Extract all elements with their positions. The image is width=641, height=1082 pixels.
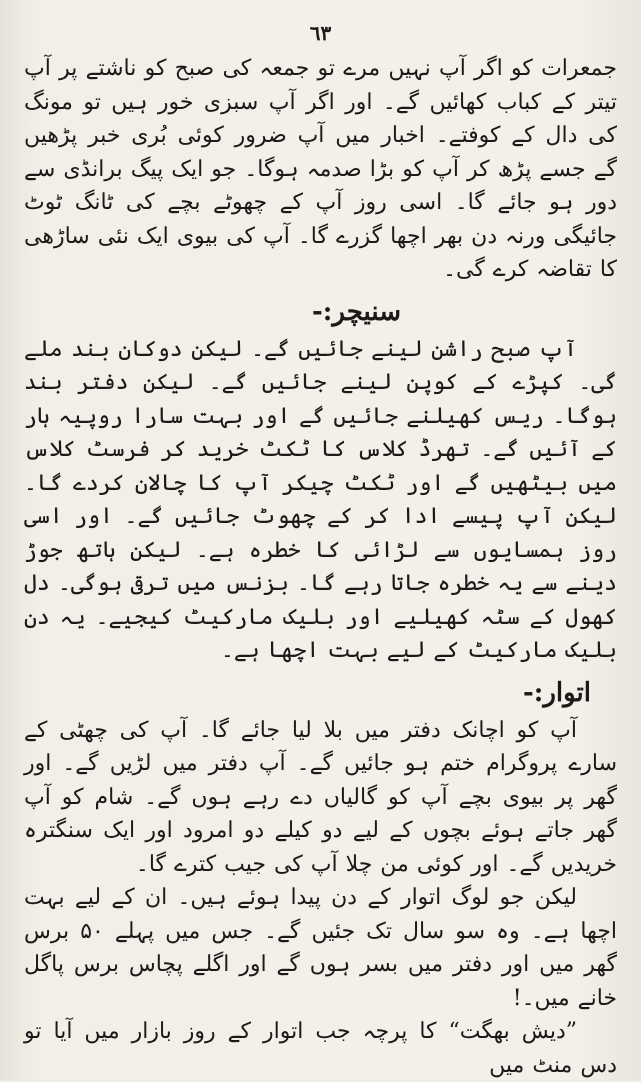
paragraph-thursday-friday: جمعرات کو اگر آپ نہیں مرے تو جمعہ کی صبح کو ناشتے پر آپ تیتر کے کباب کھائیں گے۔ اور اگر آپ سبزی خور ہیں تو مونگ کی دال کے کوفتے۔ اخبار میں آپ ضرور کوئی بُری خبر پڑھیں گے جسے پڑھ کر آپ کو بڑا صدمہ ہوگا۔ جو ایک پیگ برانڈی سے دور ہو جائے گا۔ اسی روز آپ کے چھوٹے بچے کی ٹانگ ٹوٹ جائیگی ورنہ دن بھر اچھا گزرے گا۔ آپ کی بیوی ایک نئی ساڑھی کا تقاضہ کرے گی۔ (24, 56, 617, 282)
paragraph-saturday: آپ صبح راشن لینے جائیں گے۔ لیکن دوکان بند ملے گی۔ کپڑے کے کوپن لینے جائیں گے۔ لیکن دفتر بند ہوگا۔ ریس کھیلنے جائیں گے اور بہت سارا روپیہ ہار کے آئیں گے۔ تھرڈ کلاس کا ٹکٹ خرید کر فرسٹ کلاس میں بیٹھیں گے اور ٹکٹ چیکر آپ کا چالان کردے گا۔ لیکن آپ پیسے ادا کر کے چھوٹ جائیں گے۔ اور اسی روز ہمسایوں سے لڑائی کا خطرہ ہے۔ لیکن ہاتھ جوڑ دینے سے یہ خطرہ جاتا رہے گا۔ بزنس میں ترقی ہوگی۔ دل کھول کے سٹہ کھیلیے اور بلیک مارکیٹ کیجیے۔ یہ دن بلیک مارکیٹ کے لیے بہت اچھا ہے۔ (24, 336, 617, 663)
paragraph-sunday: آپ کو اچانک دفتر میں بلا لیا جائے گا۔ آپ کی چھٹی کے سارے پروگرام ختم ہو جائیں گے۔ آپ دفتر میں لڑیں گے۔ اور گھر پر بیوی بچے آپ کو گالیاں دے رہے ہوں گے۔ شام کو آپ گھر جاتے ہوئے بچوں کے لیے دو کیلے دو امرود اور ایک سنگترہ خریدیں گے۔ اور کوئی من چلا آپ کی جیب کترے گا۔ (24, 717, 617, 877)
page-body (24, 52, 617, 1082)
heading-saturday: سنیچر:- (312, 296, 401, 327)
paragraph-desh-bhagat: ”دیش بھگت“ کا پرچہ جب اتوار کے روز بازار میں آیا تو دس منٹ میں (24, 1019, 617, 1078)
heading-sunday: اتوار:- (522, 677, 591, 708)
paragraph-sunday-born: لیکن جو لوگ اتوار کے دن پیدا ہوئے ہیں۔ ان کے لیے بہت اچھا ہے۔ وہ سو سال تک جئیں گے۔ جس میں پہلے ۵۰ برس گھر میں اور دفتر میں بسر ہوں گے اور اگلے پچاس برس پاگل خانے میں۔! (24, 885, 617, 1011)
page-number: ٦٣ (309, 21, 332, 45)
